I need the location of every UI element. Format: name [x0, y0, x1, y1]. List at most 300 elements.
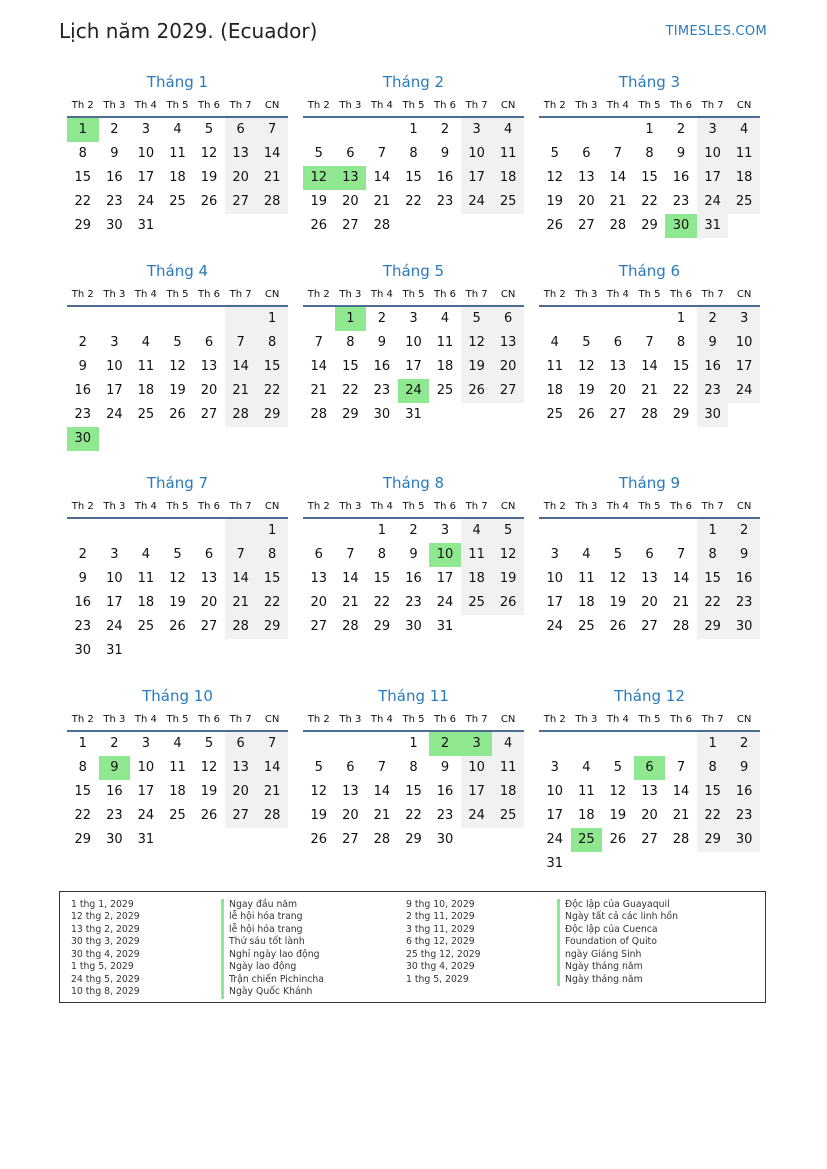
day-cell[interactable]: 23 — [697, 379, 729, 403]
brand-logo[interactable]: TIMESLES.COM — [665, 24, 767, 39]
day-cell[interactable]: 23 — [106, 808, 123, 823]
day-cell[interactable]: 1 — [409, 122, 418, 137]
day-cell[interactable]: 26 — [546, 218, 564, 233]
day-cell[interactable]: 11 — [137, 571, 155, 586]
day-cell[interactable]: 6 — [645, 547, 654, 562]
day-cell[interactable]: 12 — [169, 359, 186, 374]
day-cell[interactable]: 6 — [613, 335, 623, 350]
day-cell[interactable]: 20 — [200, 595, 218, 610]
day-cell[interactable]: 19 — [609, 808, 627, 823]
day-cell[interactable]: 2 — [728, 519, 760, 543]
day-cell[interactable]: 28 — [256, 190, 288, 214]
day-cell[interactable]: 27 — [342, 218, 359, 233]
day-cell[interactable]: 25 — [492, 190, 524, 214]
day-cell[interactable]: 14 — [310, 359, 328, 374]
day-cell[interactable]: 24 — [728, 379, 760, 403]
day-cell[interactable]: 21 — [672, 595, 690, 610]
day-cell[interactable]: 10 — [728, 331, 760, 355]
holiday-day-cell[interactable]: 25 — [571, 828, 603, 852]
day-cell[interactable]: 4 — [141, 335, 151, 350]
holiday-day-cell[interactable]: 3 — [461, 732, 493, 756]
day-cell[interactable]: 22 — [342, 383, 359, 398]
day-cell[interactable]: 29 — [74, 832, 92, 847]
day-cell[interactable]: 3 — [110, 547, 119, 562]
day-cell[interactable]: 10 — [137, 760, 155, 775]
day-cell[interactable]: 5 — [204, 736, 214, 751]
day-cell[interactable]: 13 — [492, 331, 524, 355]
day-cell[interactable]: 17 — [106, 383, 123, 398]
day-cell[interactable]: 31 — [436, 619, 454, 634]
day-cell[interactable]: 23 — [373, 383, 391, 398]
day-cell[interactable]: 23 — [106, 194, 123, 209]
day-cell[interactable]: 24 — [436, 595, 454, 610]
day-cell[interactable]: 18 — [728, 166, 760, 190]
day-cell[interactable]: 7 — [256, 732, 288, 756]
day-cell[interactable]: 21 — [310, 383, 328, 398]
day-cell[interactable]: 5 — [461, 307, 493, 331]
holiday-day-cell[interactable]: 6 — [634, 756, 666, 780]
day-cell[interactable]: 2 — [110, 736, 119, 751]
day-cell[interactable]: 27 — [310, 619, 328, 634]
day-cell[interactable]: 3 — [550, 760, 559, 775]
day-cell[interactable]: 30 — [106, 832, 123, 847]
day-cell[interactable]: 18 — [169, 170, 186, 185]
day-cell[interactable]: 2 — [78, 335, 87, 350]
day-cell[interactable]: 26 — [609, 832, 627, 847]
day-cell[interactable]: 18 — [137, 595, 155, 610]
day-cell[interactable]: 20 — [200, 383, 218, 398]
day-cell[interactable]: 9 — [78, 571, 87, 586]
day-cell[interactable]: 23 — [74, 407, 92, 422]
day-cell[interactable]: 16 — [106, 784, 123, 799]
day-cell[interactable]: 8 — [78, 146, 87, 161]
day-cell[interactable]: 12 — [546, 170, 564, 185]
day-cell[interactable]: 9 — [676, 146, 686, 161]
day-cell[interactable]: 22 — [405, 194, 422, 209]
day-cell[interactable]: 4 — [582, 547, 591, 562]
day-cell[interactable]: 11 — [492, 142, 524, 166]
day-cell[interactable]: 9 — [78, 359, 87, 374]
day-cell[interactable]: 10 — [697, 142, 729, 166]
day-cell[interactable]: 14 — [672, 784, 690, 799]
day-cell[interactable]: 14 — [225, 355, 257, 379]
day-cell[interactable]: 17 — [461, 166, 493, 190]
day-cell[interactable]: 17 — [546, 808, 564, 823]
day-cell[interactable]: 17 — [137, 784, 155, 799]
holiday-day-cell[interactable]: 24 — [398, 379, 430, 403]
day-cell[interactable]: 27 — [609, 407, 627, 422]
day-cell[interactable]: 17 — [106, 595, 123, 610]
day-cell[interactable]: 19 — [461, 355, 493, 379]
day-cell[interactable]: 21 — [373, 194, 391, 209]
day-cell[interactable]: 3 — [550, 547, 559, 562]
day-cell[interactable]: 20 — [225, 780, 257, 804]
day-cell[interactable]: 26 — [200, 808, 218, 823]
day-cell[interactable]: 9 — [728, 543, 760, 567]
day-cell[interactable]: 29 — [373, 619, 391, 634]
day-cell[interactable]: 2 — [676, 122, 686, 137]
day-cell[interactable]: 26 — [578, 407, 595, 422]
day-cell[interactable]: 26 — [200, 194, 218, 209]
day-cell[interactable]: 8 — [346, 335, 355, 350]
day-cell[interactable]: 1 — [645, 122, 654, 137]
day-cell[interactable]: 1 — [697, 519, 729, 543]
day-cell[interactable]: 1 — [256, 307, 288, 331]
day-cell[interactable]: 20 — [342, 808, 359, 823]
holiday-day-cell[interactable]: 9 — [99, 756, 131, 780]
day-cell[interactable]: 7 — [377, 146, 387, 161]
day-cell[interactable]: 6 — [346, 760, 355, 775]
day-cell[interactable]: 27 — [225, 804, 257, 828]
day-cell[interactable]: 14 — [225, 567, 257, 591]
day-cell[interactable]: 29 — [672, 407, 690, 422]
day-cell[interactable]: 27 — [225, 190, 257, 214]
day-cell[interactable]: 31 — [106, 643, 123, 658]
day-cell[interactable]: 25 — [461, 591, 493, 615]
day-cell[interactable]: 13 — [200, 571, 218, 586]
day-cell[interactable]: 22 — [74, 808, 92, 823]
day-cell[interactable]: 15 — [342, 359, 359, 374]
day-cell[interactable]: 13 — [200, 359, 218, 374]
day-cell[interactable]: 31 — [546, 856, 564, 871]
day-cell[interactable]: 25 — [578, 619, 595, 634]
day-cell[interactable]: 3 — [440, 523, 450, 538]
day-cell[interactable]: 26 — [609, 619, 627, 634]
day-cell[interactable]: 7 — [676, 547, 686, 562]
day-cell[interactable]: 10 — [405, 335, 422, 350]
day-cell[interactable]: 10 — [137, 146, 155, 161]
day-cell[interactable]: 13 — [342, 784, 359, 799]
day-cell[interactable]: 19 — [492, 567, 524, 591]
day-cell[interactable]: 14 — [373, 170, 391, 185]
day-cell[interactable]: 18 — [169, 784, 186, 799]
day-cell[interactable]: 1 — [78, 736, 87, 751]
day-cell[interactable]: 31 — [405, 407, 422, 422]
day-cell[interactable]: 27 — [200, 619, 218, 634]
day-cell[interactable]: 17 — [546, 595, 564, 610]
day-cell[interactable]: 23 — [672, 194, 690, 209]
day-cell[interactable]: 29 — [74, 218, 92, 233]
day-cell[interactable]: 21 — [672, 808, 690, 823]
day-cell[interactable]: 5 — [550, 146, 559, 161]
day-cell[interactable]: 20 — [225, 166, 257, 190]
day-cell[interactable]: 12 — [492, 543, 524, 567]
day-cell[interactable]: 13 — [310, 571, 328, 586]
day-cell[interactable]: 6 — [492, 307, 524, 331]
day-cell[interactable]: 28 — [373, 218, 391, 233]
day-cell[interactable]: 16 — [697, 355, 729, 379]
day-cell[interactable]: 16 — [74, 383, 92, 398]
day-cell[interactable]: 7 — [225, 331, 257, 355]
day-cell[interactable]: 8 — [377, 547, 387, 562]
day-cell[interactable]: 11 — [137, 359, 155, 374]
holiday-day-cell[interactable]: 1 — [67, 118, 99, 142]
holiday-day-cell[interactable]: 30 — [665, 214, 697, 238]
day-cell[interactable]: 5 — [492, 519, 524, 543]
day-cell[interactable]: 8 — [78, 760, 87, 775]
day-cell[interactable]: 10 — [461, 756, 493, 780]
day-cell[interactable]: 15 — [641, 170, 658, 185]
day-cell[interactable]: 23 — [74, 619, 92, 634]
day-cell[interactable]: 26 — [461, 379, 493, 403]
day-cell[interactable]: 15 — [74, 170, 92, 185]
holiday-day-cell[interactable]: 2 — [429, 732, 461, 756]
day-cell[interactable]: 18 — [492, 166, 524, 190]
day-cell[interactable]: 19 — [310, 808, 328, 823]
day-cell[interactable]: 8 — [676, 335, 686, 350]
day-cell[interactable]: 20 — [641, 595, 658, 610]
day-cell[interactable]: 11 — [578, 571, 595, 586]
day-cell[interactable]: 25 — [137, 407, 155, 422]
day-cell[interactable]: 22 — [641, 194, 658, 209]
day-cell[interactable]: 3 — [141, 122, 151, 137]
day-cell[interactable]: 19 — [546, 194, 564, 209]
day-cell[interactable]: 28 — [256, 804, 288, 828]
day-cell[interactable]: 19 — [169, 595, 186, 610]
day-cell[interactable]: 27 — [492, 379, 524, 403]
day-cell[interactable]: 22 — [373, 595, 391, 610]
day-cell[interactable]: 9 — [440, 146, 450, 161]
day-cell[interactable]: 9 — [377, 335, 387, 350]
day-cell[interactable]: 28 — [225, 403, 257, 427]
day-cell[interactable]: 16 — [672, 170, 690, 185]
day-cell[interactable]: 17 — [697, 166, 729, 190]
day-cell[interactable]: 19 — [578, 383, 595, 398]
day-cell[interactable]: 10 — [546, 571, 564, 586]
day-cell[interactable]: 24 — [697, 190, 729, 214]
day-cell[interactable]: 28 — [672, 619, 690, 634]
day-cell[interactable]: 25 — [137, 619, 155, 634]
day-cell[interactable]: 2 — [440, 122, 450, 137]
day-cell[interactable]: 8 — [256, 331, 288, 355]
day-cell[interactable]: 14 — [342, 571, 359, 586]
day-cell[interactable]: 9 — [697, 331, 729, 355]
day-cell[interactable]: 25 — [169, 194, 186, 209]
day-cell[interactable]: 16 — [728, 567, 760, 591]
day-cell[interactable]: 11 — [436, 335, 454, 350]
day-cell[interactable]: 25 — [169, 808, 186, 823]
day-cell[interactable]: 5 — [173, 547, 182, 562]
day-cell[interactable]: 23 — [436, 808, 454, 823]
day-cell[interactable]: 13 — [641, 571, 658, 586]
day-cell[interactable]: 24 — [546, 619, 564, 634]
holiday-day-cell[interactable]: 30 — [67, 427, 99, 451]
day-cell[interactable]: 27 — [641, 832, 658, 847]
day-cell[interactable]: 3 — [728, 307, 760, 331]
day-cell[interactable]: 11 — [578, 784, 595, 799]
day-cell[interactable]: 10 — [461, 142, 493, 166]
day-cell[interactable]: 12 — [200, 760, 218, 775]
day-cell[interactable]: 21 — [256, 780, 288, 804]
day-cell[interactable]: 4 — [461, 519, 493, 543]
day-cell[interactable]: 14 — [609, 170, 627, 185]
day-cell[interactable]: 4 — [141, 547, 151, 562]
day-cell[interactable]: 21 — [641, 383, 658, 398]
day-cell[interactable]: 11 — [169, 146, 186, 161]
day-cell[interactable]: 18 — [492, 780, 524, 804]
day-cell[interactable]: 30 — [728, 828, 760, 852]
day-cell[interactable]: 28 — [225, 615, 257, 639]
day-cell[interactable]: 28 — [641, 407, 658, 422]
day-cell[interactable]: 15 — [405, 170, 422, 185]
day-cell[interactable]: 26 — [492, 591, 524, 615]
day-cell[interactable]: 15 — [672, 359, 690, 374]
day-cell[interactable]: 4 — [440, 311, 450, 326]
day-cell[interactable]: 12 — [578, 359, 595, 374]
day-cell[interactable]: 21 — [256, 166, 288, 190]
day-cell[interactable]: 2 — [377, 311, 387, 326]
day-cell[interactable]: 14 — [641, 359, 658, 374]
day-cell[interactable]: 7 — [613, 146, 623, 161]
day-cell[interactable]: 14 — [256, 756, 288, 780]
day-cell[interactable]: 15 — [256, 567, 288, 591]
day-cell[interactable]: 30 — [74, 643, 92, 658]
day-cell[interactable]: 9 — [440, 760, 450, 775]
day-cell[interactable]: 13 — [225, 142, 257, 166]
day-cell[interactable]: 20 — [641, 808, 658, 823]
day-cell[interactable]: 18 — [546, 383, 564, 398]
day-cell[interactable]: 21 — [225, 379, 257, 403]
day-cell[interactable]: 2 — [409, 523, 418, 538]
day-cell[interactable]: 12 — [609, 784, 627, 799]
day-cell[interactable]: 27 — [342, 832, 359, 847]
day-cell[interactable]: 1 — [377, 523, 387, 538]
day-cell[interactable]: 8 — [256, 543, 288, 567]
day-cell[interactable]: 16 — [728, 780, 760, 804]
day-cell[interactable]: 26 — [310, 832, 328, 847]
day-cell[interactable]: 7 — [676, 760, 686, 775]
day-cell[interactable]: 14 — [256, 142, 288, 166]
day-cell[interactable]: 11 — [492, 756, 524, 780]
day-cell[interactable]: 16 — [106, 170, 123, 185]
day-cell[interactable]: 16 — [373, 359, 391, 374]
day-cell[interactable]: 1 — [256, 519, 288, 543]
day-cell[interactable]: 24 — [106, 619, 123, 634]
day-cell[interactable]: 25 — [546, 407, 564, 422]
day-cell[interactable]: 29 — [256, 615, 288, 639]
day-cell[interactable]: 24 — [461, 190, 493, 214]
day-cell[interactable]: 23 — [728, 804, 760, 828]
day-cell[interactable]: 6 — [204, 547, 214, 562]
day-cell[interactable]: 22 — [697, 804, 729, 828]
day-cell[interactable]: 10 — [106, 359, 123, 374]
day-cell[interactable]: 16 — [436, 784, 454, 799]
day-cell[interactable]: 10 — [546, 784, 564, 799]
day-cell[interactable]: 3 — [409, 311, 418, 326]
day-cell[interactable]: 28 — [672, 832, 690, 847]
day-cell[interactable]: 5 — [582, 335, 591, 350]
day-cell[interactable]: 19 — [200, 170, 218, 185]
day-cell[interactable]: 8 — [409, 146, 418, 161]
day-cell[interactable]: 3 — [697, 118, 729, 142]
day-cell[interactable]: 5 — [173, 335, 182, 350]
day-cell[interactable]: 12 — [200, 146, 218, 161]
day-cell[interactable]: 24 — [137, 808, 155, 823]
day-cell[interactable]: 5 — [204, 122, 214, 137]
day-cell[interactable]: 30 — [405, 619, 422, 634]
day-cell[interactable]: 31 — [137, 218, 155, 233]
day-cell[interactable]: 29 — [256, 403, 288, 427]
day-cell[interactable]: 7 — [314, 335, 323, 350]
day-cell[interactable]: 17 — [405, 359, 422, 374]
day-cell[interactable]: 15 — [405, 784, 422, 799]
day-cell[interactable]: 9 — [409, 547, 418, 562]
day-cell[interactable]: 27 — [200, 407, 218, 422]
day-cell[interactable]: 13 — [609, 359, 627, 374]
day-cell[interactable]: 12 — [461, 331, 493, 355]
day-cell[interactable]: 24 — [546, 832, 564, 847]
day-cell[interactable]: 18 — [578, 808, 595, 823]
day-cell[interactable]: 21 — [342, 595, 359, 610]
day-cell[interactable]: 25 — [492, 804, 524, 828]
day-cell[interactable]: 22 — [405, 808, 422, 823]
day-cell[interactable]: 25 — [728, 190, 760, 214]
day-cell[interactable]: 7 — [225, 543, 257, 567]
day-cell[interactable]: 28 — [609, 218, 627, 233]
day-cell[interactable]: 13 — [578, 170, 595, 185]
day-cell[interactable]: 5 — [314, 760, 323, 775]
day-cell[interactable]: 30 — [106, 218, 123, 233]
day-cell[interactable]: 1 — [697, 732, 729, 756]
day-cell[interactable]: 7 — [346, 547, 355, 562]
day-cell[interactable]: 26 — [169, 619, 186, 634]
day-cell[interactable]: 4 — [728, 118, 760, 142]
day-cell[interactable]: 15 — [697, 780, 729, 804]
day-cell[interactable]: 22 — [697, 591, 729, 615]
day-cell[interactable]: 19 — [609, 595, 627, 610]
day-cell[interactable]: 24 — [461, 804, 493, 828]
day-cell[interactable]: 20 — [310, 595, 328, 610]
day-cell[interactable]: 6 — [204, 335, 214, 350]
day-cell[interactable]: 5 — [613, 760, 623, 775]
day-cell[interactable]: 20 — [578, 194, 595, 209]
day-cell[interactable]: 23 — [728, 591, 760, 615]
day-cell[interactable]: 3 — [110, 335, 119, 350]
day-cell[interactable]: 3 — [461, 118, 493, 142]
day-cell[interactable]: 14 — [373, 784, 391, 799]
day-cell[interactable]: 23 — [436, 194, 454, 209]
day-cell[interactable]: 21 — [225, 591, 257, 615]
day-cell[interactable]: 31 — [697, 214, 729, 238]
day-cell[interactable]: 2 — [728, 732, 760, 756]
day-cell[interactable]: 24 — [106, 407, 123, 422]
day-cell[interactable]: 2 — [78, 547, 87, 562]
day-cell[interactable]: 27 — [578, 218, 595, 233]
day-cell[interactable]: 4 — [582, 760, 591, 775]
day-cell[interactable]: 29 — [697, 615, 729, 639]
day-cell[interactable]: 15 — [697, 567, 729, 591]
day-cell[interactable]: 18 — [137, 383, 155, 398]
day-cell[interactable]: 15 — [373, 571, 391, 586]
day-cell[interactable]: 16 — [405, 571, 422, 586]
day-cell[interactable]: 20 — [492, 355, 524, 379]
day-cell[interactable]: 12 — [609, 571, 627, 586]
day-cell[interactable]: 12 — [310, 784, 328, 799]
day-cell[interactable]: 8 — [645, 146, 654, 161]
day-cell[interactable]: 1 — [676, 311, 686, 326]
day-cell[interactable]: 30 — [436, 832, 454, 847]
day-cell[interactable]: 6 — [582, 146, 591, 161]
day-cell[interactable]: 16 — [436, 170, 454, 185]
day-cell[interactable]: 19 — [200, 784, 218, 799]
day-cell[interactable]: 30 — [373, 407, 391, 422]
day-cell[interactable]: 22 — [256, 591, 288, 615]
day-cell[interactable]: 4 — [173, 736, 182, 751]
day-cell[interactable]: 6 — [225, 732, 257, 756]
day-cell[interactable]: 3 — [141, 736, 151, 751]
holiday-day-cell[interactable]: 1 — [335, 307, 367, 331]
day-cell[interactable]: 18 — [461, 567, 493, 591]
